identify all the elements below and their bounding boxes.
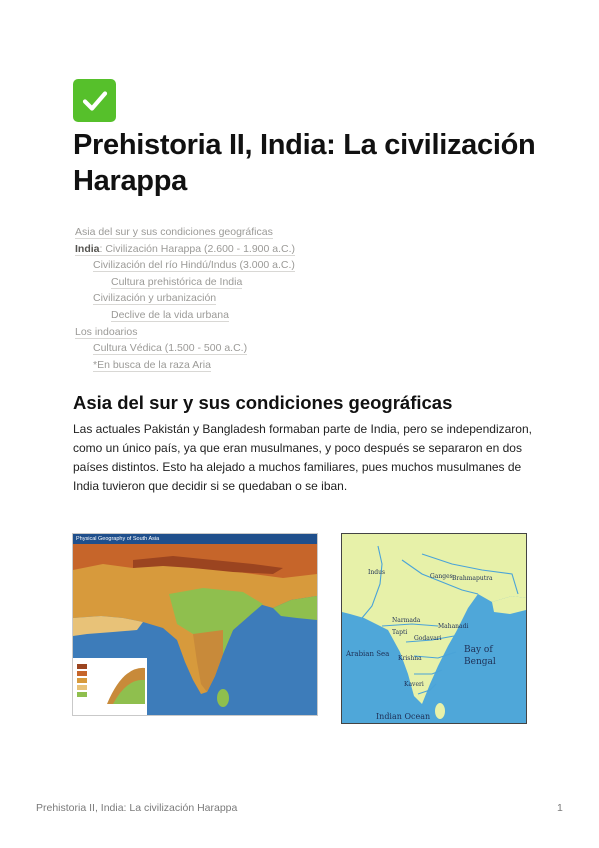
label-indian-ocean: Indian Ocean bbox=[376, 712, 431, 721]
footer-page-number: 1 bbox=[557, 802, 563, 814]
toc-item-asia-del-sur[interactable] bbox=[75, 224, 545, 241]
toc-item-cultura-vedica[interactable] bbox=[75, 340, 545, 357]
physical-map-title: Physical Geography of South Asia bbox=[73, 534, 317, 544]
toc-item-indoarios[interactable] bbox=[75, 324, 545, 341]
label-tapti: Tapti bbox=[392, 629, 408, 636]
india-rivers-map bbox=[341, 533, 527, 724]
label-arabian-sea: Arabian Sea bbox=[346, 650, 390, 658]
toc-item-declive[interactable] bbox=[75, 307, 545, 324]
toc-item-rest: : Civilización Harappa (2.600 - 1.900 a.C.) bbox=[99, 242, 296, 255]
toc-item-rio-indus[interactable] bbox=[75, 257, 545, 274]
label-kaveri: Kaveri bbox=[404, 681, 424, 688]
toc-item-label[interactable] bbox=[75, 243, 295, 256]
toc-item-label[interactable]: *En busca de la raza Aria bbox=[93, 358, 211, 371]
label-narmada: Narmada bbox=[392, 617, 421, 624]
toc-item-urbanizacion[interactable] bbox=[75, 290, 545, 307]
section-heading: Asia del sur y sus condiciones geográficas bbox=[73, 392, 453, 413]
label-bay-of: Bay of bbox=[464, 645, 493, 655]
section-paragraph: Las actuales Pakistán y Bangladesh formaban parte de India, pero se independizaron, como un único país, ya que eran musulmanes, y poco después se separaron en dos países distintos. Esto ha alejado a muchos familiares, pues muchos musulmanes de India tuvieron que decidir si se quedaban o se iban. bbox=[73, 422, 532, 493]
toc-item-label[interactable]: Cultura Védica (1.500 - 500 a.C.) bbox=[93, 342, 248, 355]
toc-item-cultura-prehistorica[interactable] bbox=[75, 274, 545, 291]
label-godavari: Godavari bbox=[414, 635, 442, 642]
toc-item-label[interactable]: Asia del sur y sus condiciones geográficas bbox=[75, 226, 273, 238]
label-indus: Indus bbox=[368, 569, 386, 576]
physical-map-graphic bbox=[73, 534, 317, 715]
toc-item-bold: India bbox=[75, 242, 100, 255]
toc-item-label[interactable]: Los indoarios bbox=[75, 325, 138, 338]
label-bengal: Bengal bbox=[464, 657, 496, 667]
page-title: Prehistoria II, India: La civilización Harappa bbox=[73, 129, 536, 197]
toc-item-label[interactable]: Civilización y urbanización bbox=[93, 292, 217, 305]
toc-item-india-harappa[interactable] bbox=[75, 241, 545, 258]
toc-item-raza-aria[interactable] bbox=[75, 357, 545, 374]
rivers-map-graphic bbox=[342, 534, 526, 723]
toc-item-label[interactable]: Civilización del río Hindú/Indus (3.000 a.C.) bbox=[93, 259, 295, 272]
label-ganges: Ganges bbox=[430, 573, 453, 580]
toc-item-label[interactable]: Cultura prehistórica de India bbox=[111, 275, 243, 288]
label-brahmaputra: Brahmaputra bbox=[452, 575, 493, 582]
physical-geography-map bbox=[72, 533, 318, 716]
label-krishna: Krishna bbox=[398, 655, 422, 662]
toc-item-label[interactable]: Declive de la vida urbana bbox=[111, 308, 229, 321]
check-mark-icon bbox=[73, 79, 116, 122]
footer-title: Prehistoria II, India: La civilización Harappa bbox=[36, 802, 238, 814]
label-mahanadi: Mahanadi bbox=[438, 623, 469, 630]
table-of-contents bbox=[75, 224, 545, 373]
